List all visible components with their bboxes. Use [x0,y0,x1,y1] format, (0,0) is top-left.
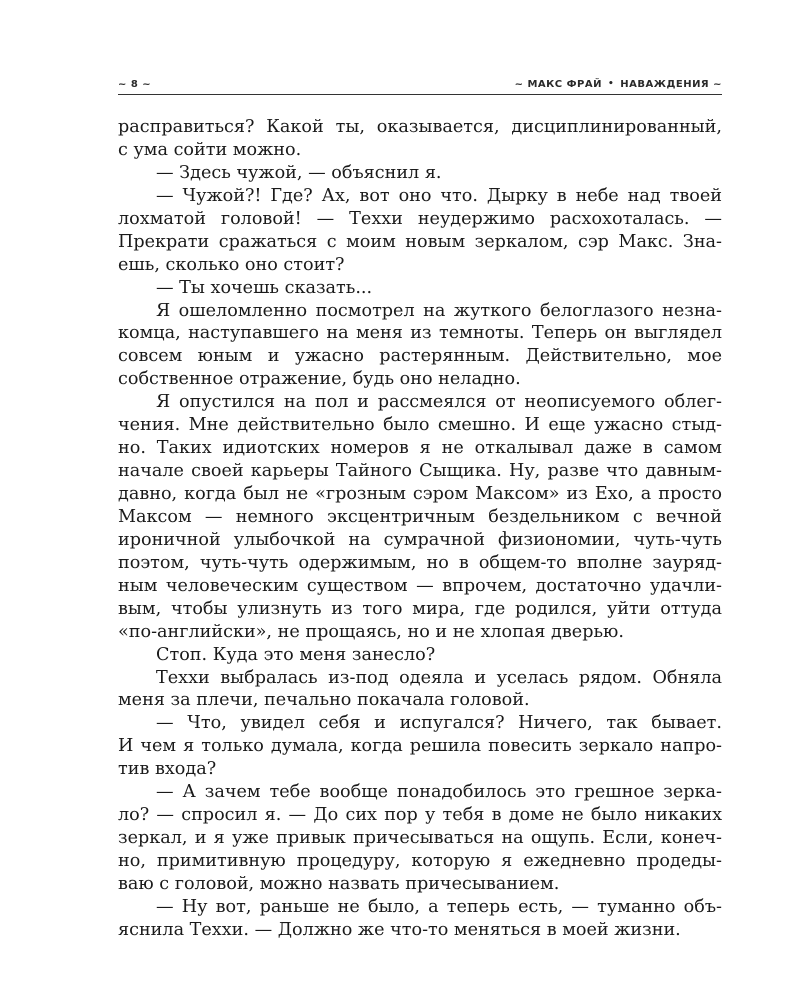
text-line: Прекрати сражаться с моим новым зеркалом, сэр Макс. Зна- [118,231,722,252]
page-number: ~ 8 ~ [118,78,152,90]
text-line: яснила Теххи. — Должно же что-то меняться в моей жизни. [118,919,681,940]
text-line: — Ты хочешь сказать... [156,277,373,298]
text-line: Я опустился на пол и рассмеялся от неописуемого облег- [156,392,722,413]
text-line: тив входа? [118,759,217,780]
text-line: — Здесь чужой, — объяснил я. [156,162,442,183]
text-line: давно, когда был не «грозным сэром Максом» из Ехо, а просто [118,484,722,504]
running-title [515,79,722,90]
text-line: вым, чтобы улизнуть из того мира, где родился, уйти оттуда [118,598,722,619]
book-title: НАВАЖДЕНИЯ ~ [620,78,722,90]
text-line: ваю с головой, можно назвать причесыванием. [118,873,560,894]
text-line: — Чужой?! Где? Ах, вот оно что. Дырку в небе над твоей [156,185,722,206]
text-line: Стоп. Куда это меня занесло? [156,644,436,665]
text-line: комца, наступавшего на меня из темноты. Теперь он выглядел [118,323,722,344]
header-rule [118,94,722,95]
text-line: но, примитивную процедуру, которую я ежедневно продеды- [118,851,722,871]
text-line: ным человеческим существом — впрочем, достаточно удачли- [118,575,722,596]
text-line: но. Таких идиотских номеров я не откалывал даже в самом [118,438,722,459]
text-line: — А зачем тебе вообще понадобилось это грешное зерка- [156,782,722,803]
text-line: поэтом, чуть-чуть одержимым, но в общем-то вполне зауряд- [118,552,722,573]
text-line: «по-английски», не прощаясь, но и не хлопая дверью. [118,621,624,642]
text-line: ло? — спросил я. — До сих пор у тебя в доме не было никаких [118,805,722,826]
header-separator: • [607,79,615,89]
text-line: расправиться? Какой ты, оказывается, дисциплинированный, [118,117,722,137]
body-text [118,116,722,942]
text-line: чения. Мне действительно было смешно. И еще ужасно стыд- [118,415,722,436]
text-line: зеркал, и я уже привык причесываться на ощупь. Если, конеч- [118,828,722,849]
text-line: совсем юным и ужасно растерянным. Действительно, мое [118,346,722,367]
text-line: меня за плечи, печально покачала головой. [118,690,530,711]
text-line: с ума сойти можно. [118,139,302,160]
text-line: Максом — немного эксцентричным бездельником с вечной [118,506,722,527]
text-line: ешь, сколько оно стоит? [118,254,345,275]
text-line: начале своей карьеры Тайного Сыщика. Ну, разве что давным- [118,461,722,482]
text-line: ироничной улыбочкой на сумрачной физиономии, чуть-чуть [118,529,722,550]
running-header [118,76,722,92]
text-line: лохматой головой! — Теххи неудержимо расхохоталась. — [118,208,722,229]
text-line: — Ну вот, раньше не было, а теперь есть, — туманно объ- [156,896,722,917]
author-name: ~ МАКС ФРАЙ [514,78,602,90]
text-line: — Что, увидел себя и испугался? Ничего, так бывает. [156,713,722,734]
text-line: Я ошеломленно посмотрел на жуткого белоглазого незна- [156,300,722,321]
text-line: Теххи выбралась из-под одеяла и уселась рядом. Обняла [156,667,722,688]
text-line: собственное отражение, будь оно неладно. [118,369,521,390]
text-line: И чем я только думала, когда решила повесить зеркало напро- [118,736,722,757]
